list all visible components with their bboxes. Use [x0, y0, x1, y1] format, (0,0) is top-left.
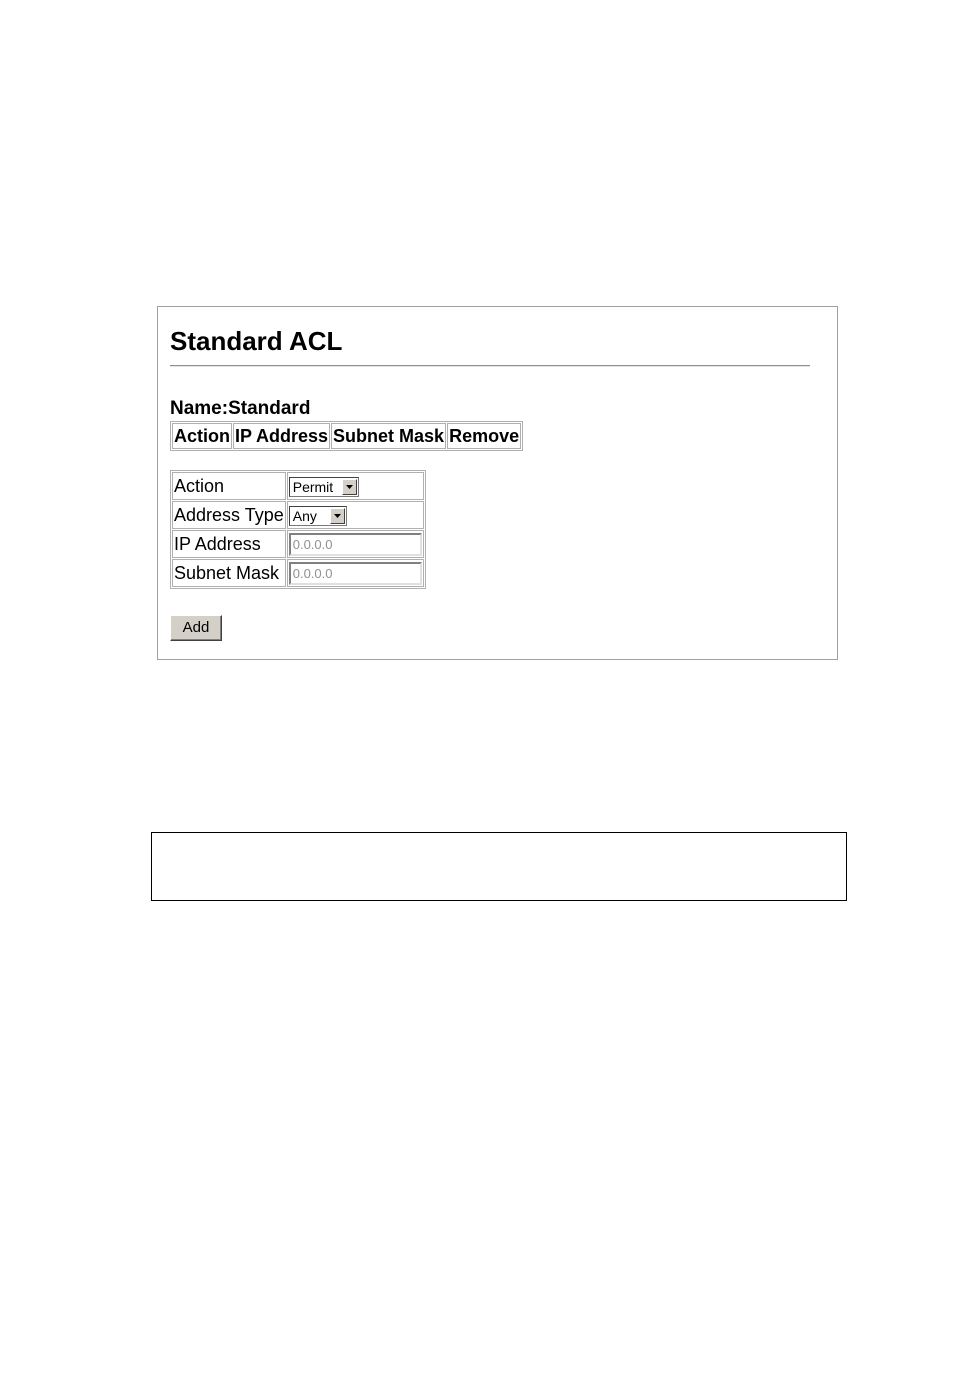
chevron-down-icon[interactable]: [342, 479, 357, 495]
form-row-ip-address: [172, 530, 424, 558]
subnet-mask-label: Subnet Mask: [172, 559, 286, 587]
acl-name-heading: Name:Standard: [170, 398, 311, 419]
standard-acl-screenshot: [157, 306, 838, 660]
ip-address-input[interactable]: [289, 533, 422, 556]
add-button[interactable]: Add: [170, 615, 222, 641]
column-header-subnet-mask: Subnet Mask: [331, 423, 446, 449]
form-row-address-type: [172, 501, 424, 529]
add-rule-form: [170, 470, 426, 589]
note-box: [151, 832, 847, 901]
page-title: Standard ACL: [170, 326, 343, 356]
column-header-remove: Remove: [447, 423, 521, 449]
address-type-select-value: Any: [292, 508, 317, 524]
form-row-subnet-mask: [172, 559, 424, 587]
subnet-mask-input[interactable]: [289, 562, 422, 585]
address-type-cell: [287, 501, 424, 529]
address-type-select[interactable]: [289, 506, 347, 526]
column-header-ip-address: IP Address: [233, 423, 330, 449]
form-row-action: [172, 472, 424, 500]
column-header-action: Action: [172, 423, 232, 449]
title-divider: [170, 365, 810, 367]
table-header-row: [172, 423, 521, 449]
ip-address-cell: [287, 530, 424, 558]
action-label: Action: [172, 472, 286, 500]
chevron-down-icon[interactable]: [330, 508, 345, 524]
subnet-mask-cell: [287, 559, 424, 587]
action-select[interactable]: [289, 477, 359, 497]
ip-address-label: IP Address: [172, 530, 286, 558]
action-cell: [287, 472, 424, 500]
action-select-value: Permit: [292, 479, 334, 495]
acl-rule-table: [170, 421, 523, 451]
address-type-label: Address Type: [172, 501, 286, 529]
